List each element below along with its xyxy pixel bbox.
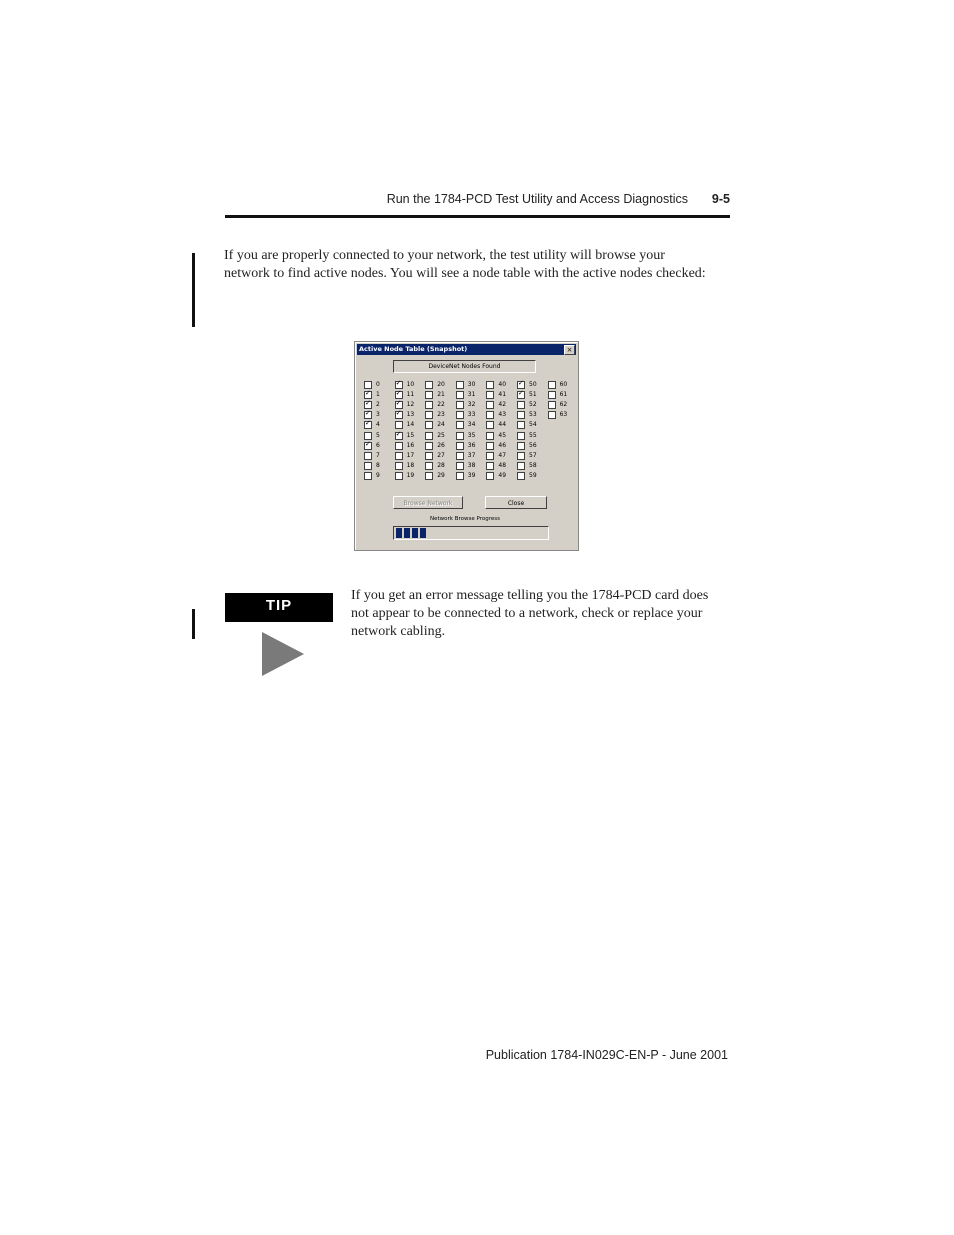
node-56[interactable] — [517, 441, 547, 451]
node-label: 23 — [437, 411, 445, 419]
change-bar — [192, 253, 195, 327]
node-label: 31 — [467, 391, 476, 399]
node-checkbox[interactable] — [364, 401, 372, 409]
node-44[interactable] — [486, 420, 516, 430]
node-label: 40 — [498, 381, 507, 388]
node-label: 18 — [406, 461, 415, 469]
node-checkbox[interactable] — [456, 442, 464, 450]
node-checkbox[interactable] — [456, 401, 464, 409]
node-label: 19 — [406, 471, 415, 479]
node-checkbox[interactable] — [456, 381, 464, 389]
node-26[interactable] — [425, 441, 455, 451]
dialog-title: Active Node Table (Snapshot) — [359, 345, 468, 353]
node-31[interactable] — [456, 390, 486, 400]
node-checkbox[interactable] — [425, 452, 433, 460]
node-label: 0 — [376, 381, 380, 388]
node-63[interactable] — [548, 410, 578, 420]
node-checkbox[interactable] — [395, 381, 403, 389]
node-17[interactable] — [395, 451, 425, 461]
node-label: 44 — [498, 421, 507, 429]
node-label: 20 — [437, 381, 445, 388]
node-45[interactable] — [486, 431, 516, 441]
node-28[interactable] — [425, 461, 455, 471]
node-checkbox[interactable] — [486, 381, 494, 389]
node-60[interactable] — [548, 380, 578, 390]
node-checkbox[interactable] — [486, 442, 494, 450]
node-checkbox[interactable] — [548, 411, 556, 419]
node-label: 48 — [498, 461, 507, 469]
node-checkbox[interactable] — [395, 442, 403, 450]
node-label: 34 — [467, 421, 476, 429]
node-checkbox[interactable] — [364, 442, 372, 450]
node-checkbox[interactable] — [456, 391, 464, 399]
node-4[interactable] — [364, 420, 394, 430]
node-19[interactable] — [395, 471, 425, 481]
node-43[interactable] — [486, 410, 516, 420]
node-label: 21 — [437, 391, 445, 399]
node-label: 33 — [467, 411, 476, 419]
node-checkbox[interactable] — [517, 442, 525, 450]
node-checkbox[interactable] — [395, 411, 403, 419]
node-label: 26 — [437, 441, 445, 449]
node-label: 63 — [559, 411, 568, 419]
node-checkbox[interactable] — [456, 421, 464, 429]
node-42[interactable] — [486, 400, 516, 410]
intro-paragraph: If you are properly connected to your network, the test utility will browse your network to find active nodes. You will see a node table with the active nodes checked: — [224, 248, 706, 281]
node-checkbox[interactable] — [548, 401, 556, 409]
node-checkbox[interactable] — [395, 472, 403, 480]
node-label: 17 — [406, 451, 415, 459]
node-48[interactable] — [486, 461, 516, 471]
node-checkbox[interactable] — [517, 391, 525, 399]
node-label: 15 — [406, 431, 415, 439]
node-checkbox[interactable] — [425, 381, 433, 389]
node-62[interactable] — [548, 400, 578, 410]
node-checkbox[interactable] — [425, 432, 433, 440]
running-header — [225, 190, 730, 210]
tip-arrow-icon — [262, 632, 304, 676]
node-checkbox[interactable] — [517, 462, 525, 470]
node-24[interactable] — [425, 420, 455, 430]
node-36[interactable] — [456, 441, 486, 451]
progress-label: Network Browse Progress — [430, 516, 500, 522]
node-label: 28 — [437, 461, 445, 469]
node-label: 22 — [437, 401, 445, 409]
node-label: 25 — [437, 431, 445, 439]
node-label: 8 — [376, 461, 380, 469]
node-label: 9 — [376, 471, 380, 479]
node-checkbox[interactable] — [548, 391, 556, 399]
node-label: 62 — [559, 401, 568, 409]
node-checkbox[interactable] — [486, 401, 494, 409]
page-number: 9-5 — [711, 192, 730, 206]
node-label: 55 — [529, 431, 537, 439]
node-label: 58 — [529, 461, 537, 469]
node-checkbox[interactable] — [517, 401, 525, 409]
node-55[interactable] — [517, 431, 547, 441]
node-label: 11 — [406, 391, 415, 399]
node-checkbox[interactable] — [425, 472, 433, 480]
node-checkbox[interactable] — [425, 462, 433, 470]
node-checkbox[interactable] — [425, 391, 433, 399]
node-8[interactable] — [364, 461, 394, 471]
node-checkbox[interactable] — [517, 411, 525, 419]
node-label: 39 — [467, 471, 476, 479]
node-checkbox[interactable] — [425, 442, 433, 450]
node-51[interactable] — [517, 390, 547, 400]
node-checkbox[interactable] — [456, 452, 464, 460]
node-label: 45 — [498, 431, 507, 439]
node-checkbox[interactable] — [486, 472, 494, 480]
node-label: 6 — [376, 441, 380, 449]
node-checkbox[interactable] — [395, 401, 403, 409]
node-label: 27 — [437, 451, 445, 459]
node-checkbox[interactable] — [456, 411, 464, 419]
dialog-titlebar — [357, 344, 576, 355]
node-54[interactable] — [517, 420, 547, 430]
node-label: 49 — [498, 471, 507, 479]
node-checkbox[interactable] — [486, 452, 494, 460]
node-34[interactable] — [456, 420, 486, 430]
node-checkbox[interactable] — [517, 421, 525, 429]
node-checkbox[interactable] — [425, 411, 433, 419]
node-checkbox[interactable] — [364, 472, 372, 480]
browse-network-button[interactable]: Browse Network — [393, 496, 463, 509]
node-47[interactable] — [486, 451, 516, 461]
node-53[interactable] — [517, 410, 547, 420]
node-33[interactable] — [456, 410, 486, 420]
node-label: 7 — [376, 451, 380, 459]
node-label: 51 — [529, 391, 537, 399]
node-checkbox[interactable] — [425, 421, 433, 429]
node-label: 32 — [467, 401, 476, 409]
node-label: 24 — [437, 421, 445, 429]
node-checkbox[interactable] — [395, 452, 403, 460]
node-57[interactable] — [517, 451, 547, 461]
node-38[interactable] — [456, 461, 486, 471]
node-52[interactable] — [517, 400, 547, 410]
node-checkbox[interactable] — [456, 432, 464, 440]
node-35[interactable] — [456, 431, 486, 441]
node-checkbox[interactable] — [395, 391, 403, 399]
node-16[interactable] — [395, 441, 425, 451]
node-checkbox[interactable] — [517, 432, 525, 440]
node-23[interactable] — [425, 410, 455, 420]
progress-segment — [404, 528, 410, 538]
node-37[interactable] — [456, 451, 486, 461]
node-21[interactable] — [425, 390, 455, 400]
node-checkbox[interactable] — [548, 381, 556, 389]
tip-label: TIP — [265, 597, 293, 614]
node-label: 4 — [376, 421, 380, 429]
node-label: 52 — [529, 401, 537, 409]
change-bar — [192, 609, 195, 639]
node-checkbox[interactable] — [486, 421, 494, 429]
node-46[interactable] — [486, 441, 516, 451]
node-label: 50 — [529, 381, 537, 388]
close-icon[interactable]: × — [564, 345, 575, 355]
node-18[interactable] — [395, 461, 425, 471]
node-label: 14 — [406, 421, 415, 429]
tip-paragraph: If you get an error message telling you the 1784-PCD card does not appear to be connected to a network, check or replace your network cabling. — [351, 588, 709, 639]
node-label: 13 — [406, 411, 415, 419]
active-node-table-dialog — [354, 341, 579, 551]
node-checkbox[interactable] — [456, 472, 464, 480]
node-27[interactable] — [425, 451, 455, 461]
node-checkbox[interactable] — [364, 432, 372, 440]
node-checkbox[interactable] — [425, 401, 433, 409]
header-title: Run the 1784-PCD Test Utility and Access Diagnostics — [386, 192, 688, 206]
node-40[interactable] — [486, 380, 516, 390]
node-22[interactable] — [425, 400, 455, 410]
header-rule — [225, 215, 730, 218]
node-label: 61 — [559, 391, 568, 399]
node-39[interactable] — [456, 471, 486, 481]
node-label: 37 — [467, 451, 476, 459]
node-6[interactable] — [364, 441, 394, 451]
node-label: 42 — [498, 401, 507, 409]
nodes-found-label: DeviceNet Nodes Found — [393, 360, 536, 373]
node-label: 46 — [498, 441, 507, 449]
node-label: 3 — [376, 411, 380, 419]
node-checkbox[interactable] — [364, 462, 372, 470]
node-label: 54 — [529, 421, 537, 429]
node-label: 29 — [437, 471, 445, 479]
node-label: 2 — [376, 401, 380, 409]
node-checkbox[interactable] — [364, 381, 372, 389]
node-label: 38 — [467, 461, 476, 469]
node-32[interactable] — [456, 400, 486, 410]
node-checkbox[interactable] — [364, 421, 372, 429]
progress-segment — [420, 528, 426, 538]
node-7[interactable] — [364, 451, 394, 461]
node-61[interactable] — [548, 390, 578, 400]
node-20[interactable] — [425, 380, 455, 390]
node-label: 36 — [467, 441, 476, 449]
node-label: 60 — [559, 381, 568, 388]
node-label: 43 — [498, 411, 507, 419]
close-button[interactable]: Close — [485, 496, 547, 509]
tip-badge — [225, 593, 333, 622]
node-label: 47 — [498, 451, 507, 459]
node-checkbox[interactable] — [517, 452, 525, 460]
node-59[interactable] — [517, 471, 547, 481]
node-30[interactable] — [456, 380, 486, 390]
node-checkbox[interactable] — [486, 411, 494, 419]
node-9[interactable] — [364, 471, 394, 481]
progress-bar — [393, 526, 549, 540]
node-checkbox[interactable] — [486, 462, 494, 470]
node-label: 53 — [529, 411, 537, 419]
node-checkbox[interactable] — [395, 432, 403, 440]
node-label: 56 — [529, 441, 537, 449]
node-label: 1 — [376, 391, 380, 399]
node-29[interactable] — [425, 471, 455, 481]
node-checkbox[interactable] — [364, 411, 372, 419]
node-label: 5 — [376, 431, 380, 439]
node-label: 41 — [498, 391, 507, 399]
progress-segment — [412, 528, 418, 538]
node-label: 16 — [406, 441, 415, 449]
node-label: 30 — [467, 381, 476, 388]
publication-footer: Publication 1784-IN029C-EN-P - June 2001 — [485, 1048, 728, 1062]
node-15[interactable] — [395, 431, 425, 441]
node-13[interactable] — [395, 410, 425, 420]
node-checkbox[interactable] — [486, 432, 494, 440]
progress-segment — [396, 528, 402, 538]
node-25[interactable] — [425, 431, 455, 441]
node-checkbox[interactable] — [364, 391, 372, 399]
node-41[interactable] — [486, 390, 516, 400]
node-checkbox[interactable] — [395, 421, 403, 429]
node-58[interactable] — [517, 461, 547, 471]
node-label: 59 — [529, 471, 537, 479]
node-label: 35 — [467, 431, 476, 439]
node-checkbox[interactable] — [517, 472, 525, 480]
node-49[interactable] — [486, 471, 516, 481]
node-checkbox[interactable] — [364, 452, 372, 460]
node-label: 57 — [529, 451, 537, 459]
node-label: 12 — [406, 401, 415, 409]
node-checkbox[interactable] — [486, 391, 494, 399]
node-label: 10 — [406, 381, 415, 388]
node-checkbox[interactable] — [456, 462, 464, 470]
node-checkbox[interactable] — [517, 381, 525, 389]
node-checkbox[interactable] — [395, 462, 403, 470]
